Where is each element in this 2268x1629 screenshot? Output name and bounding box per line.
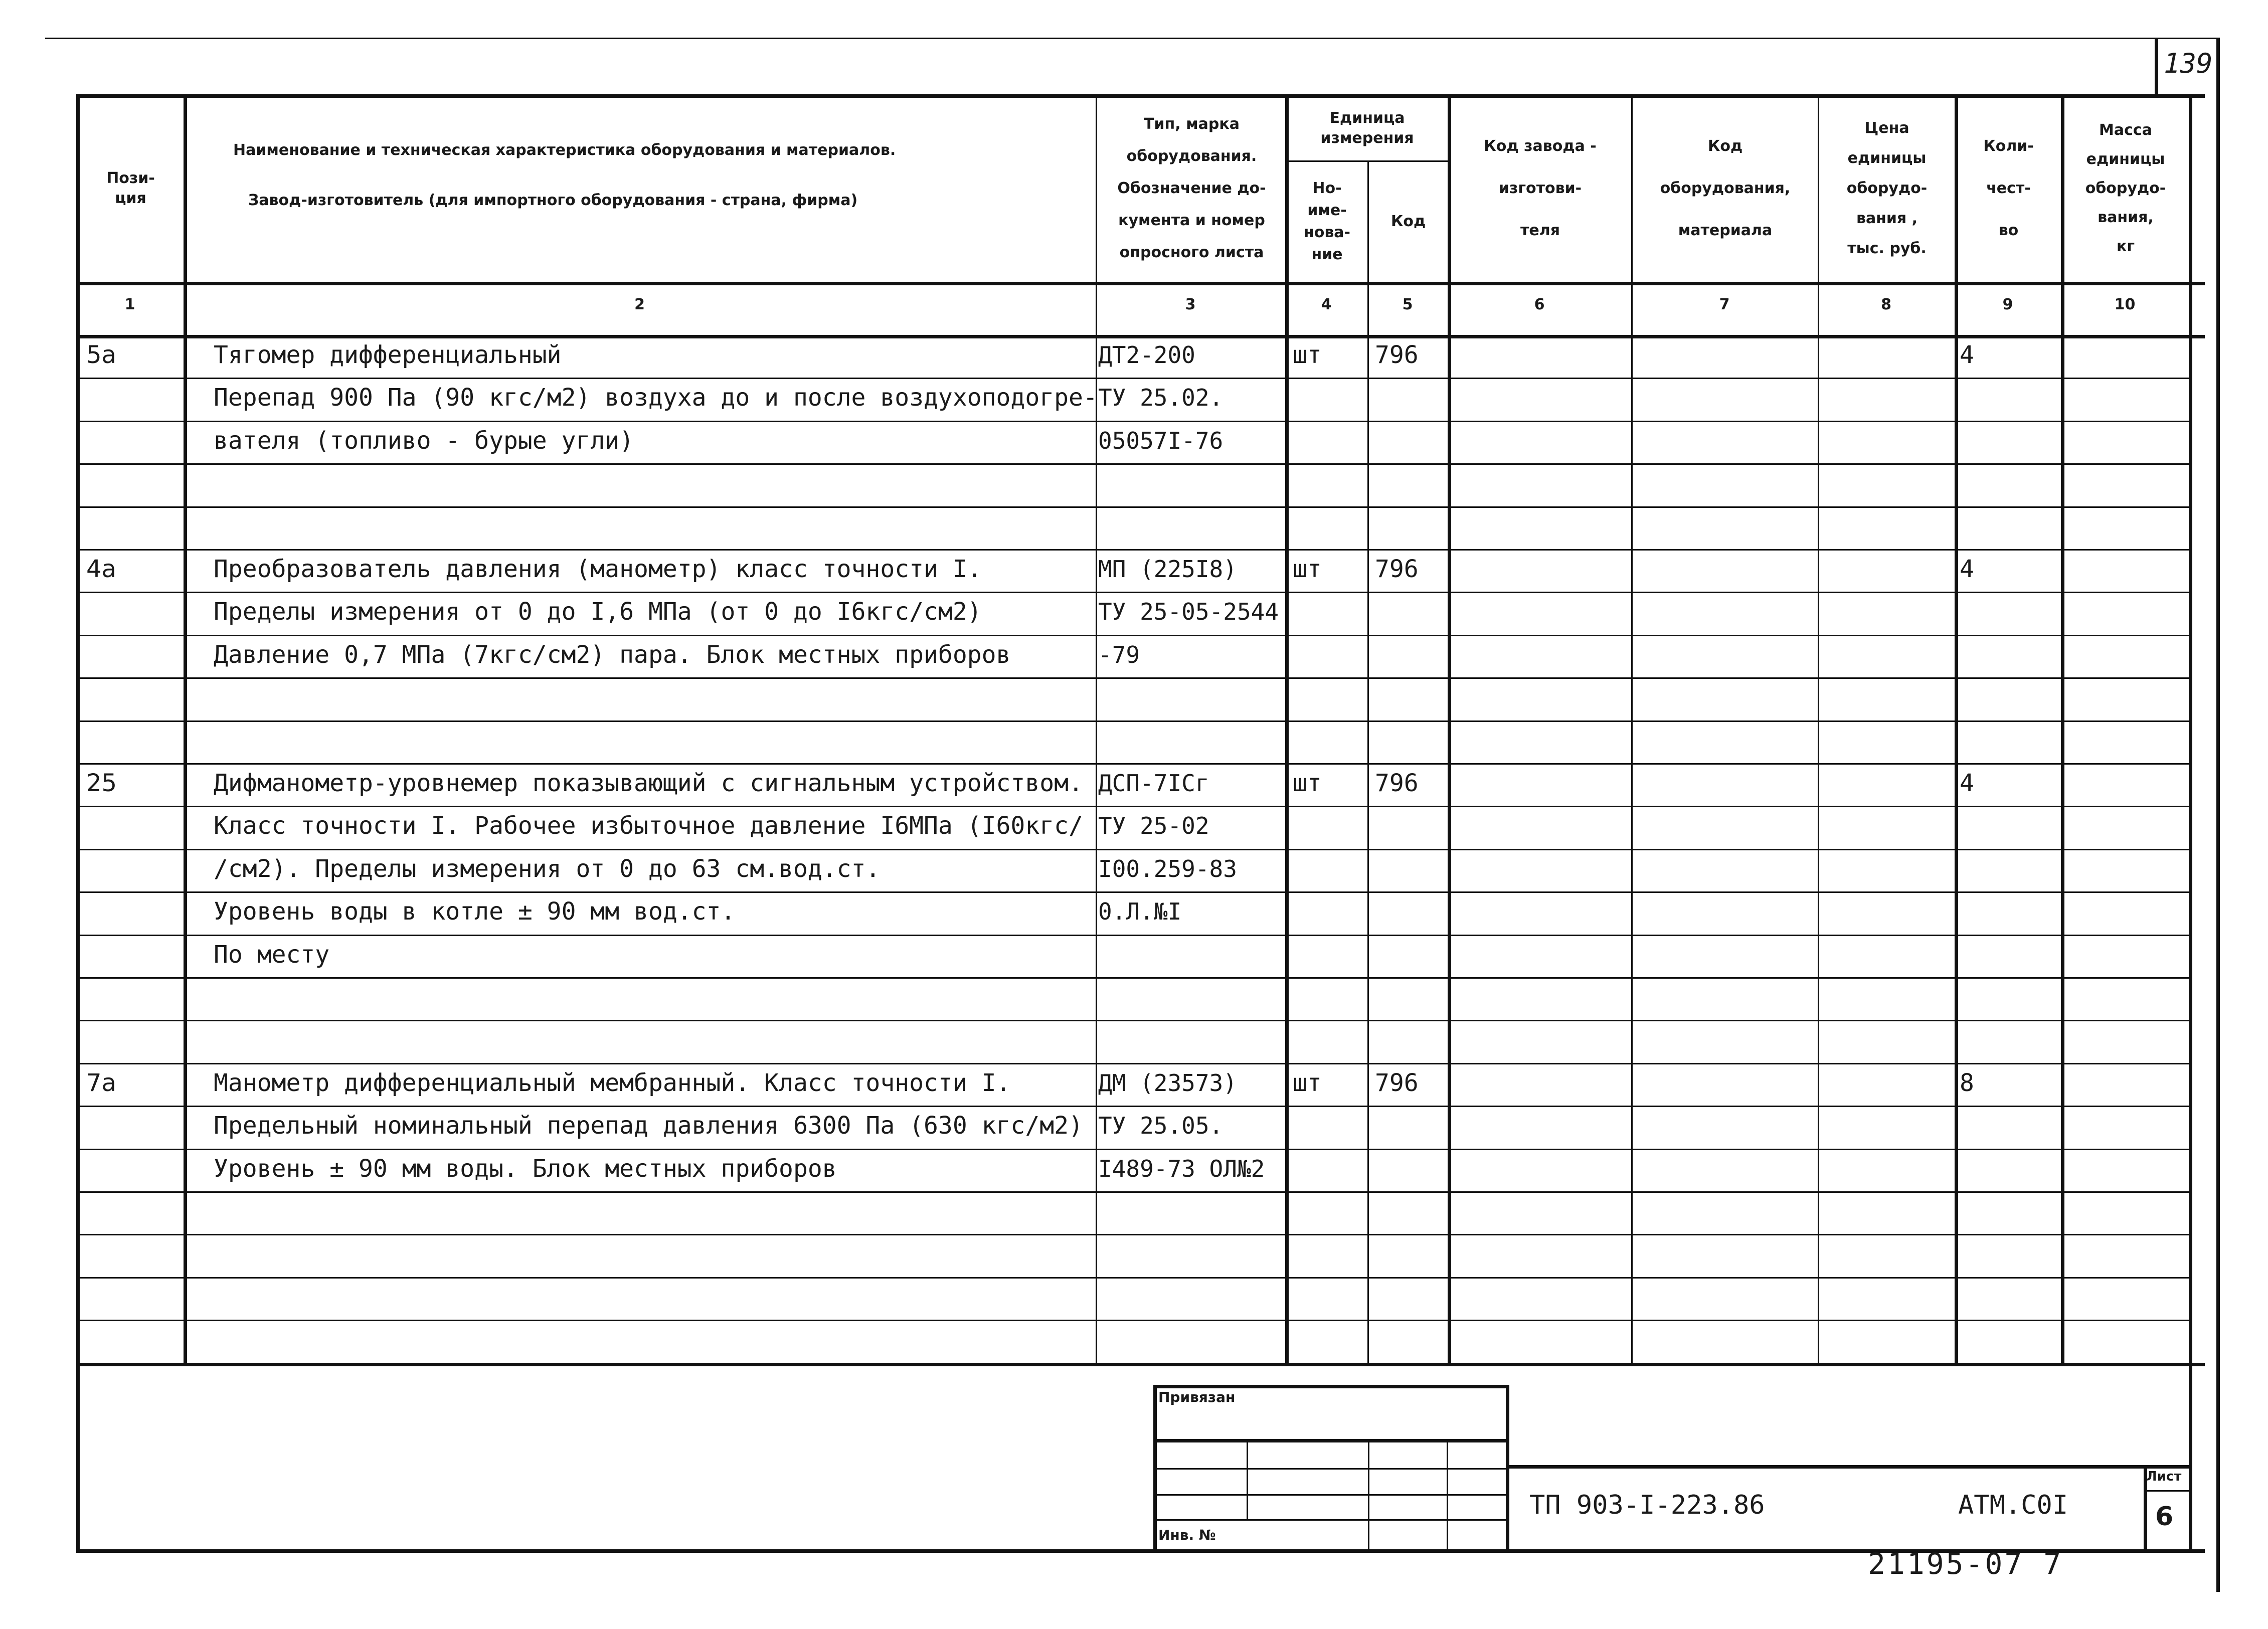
col-line-1 [184, 94, 187, 1363]
row-divider [76, 677, 2189, 679]
top-border-line [45, 38, 2216, 39]
colnum-bottom-border [76, 335, 2205, 338]
row-divider [76, 592, 2189, 593]
list-number: 6 [2155, 1502, 2174, 1532]
stamp-row-3 [1153, 1494, 1506, 1496]
row-divider [76, 378, 2189, 379]
row-type-mark: ТУ 25-02 [1098, 812, 1209, 839]
col-line-8 [1955, 94, 1958, 1363]
header-quantity: Коли- чест- во [1983, 137, 2034, 239]
document-mark: АТМ.С0I [1958, 1490, 2068, 1520]
row-divider [76, 1320, 2189, 1321]
stamp-top [1153, 1385, 1506, 1388]
row-type-mark: ДМ (23573) [1098, 1069, 1237, 1097]
stamp-col-3 [1447, 1439, 1448, 1549]
row-unit: шт [1293, 1069, 1322, 1097]
row-name: Дифманометр-уровнемер показывающий с сигнальным устройством. [214, 769, 1083, 797]
stamp-row-4 [1153, 1519, 1506, 1521]
row-unit-code: 796 [1375, 769, 1419, 797]
title-block-top [1506, 1465, 2189, 1469]
col-line-3 [1285, 94, 1289, 1363]
row-divider [76, 1149, 2189, 1150]
row-divider [76, 421, 2189, 422]
row-quantity: 8 [1960, 1069, 1974, 1097]
row-name: Уровень воды в котле ± 90 мм вод.ст. [214, 897, 736, 926]
row-position: 7а [86, 1069, 116, 1097]
row-type-mark: 0.Л.№I [1098, 898, 1182, 925]
col-line-7 [1818, 94, 1819, 1363]
list-box-divider [2144, 1490, 2189, 1492]
row-name: Давление 0,7 МПа (7кгс/см2) пара. Блок местных приборов [214, 641, 1011, 669]
sheet-number-box-left [2155, 38, 2158, 95]
column-number-1: 1 [124, 296, 135, 313]
row-name: вателя (топливо - бурые угли) [214, 427, 634, 455]
column-number-8: 8 [1881, 296, 1891, 313]
row-unit-code: 796 [1375, 1069, 1419, 1097]
list-label: Лист [2146, 1469, 2182, 1484]
row-position: 5а [86, 341, 116, 369]
row-name: Манометр дифференциальный мембранный. Класс точности I. [214, 1069, 1011, 1097]
bottom-number: 21195-07 7 [1868, 1547, 2063, 1581]
header-unit: Единица измерения [1320, 109, 1414, 147]
row-type-mark: ДТ2-200 [1098, 341, 1195, 369]
column-number-6: 6 [1534, 296, 1545, 313]
row-divider [76, 849, 2189, 850]
row-type-mark: I489-73 ОЛ№2 [1098, 1155, 1265, 1182]
column-number-10: 10 [2114, 296, 2136, 313]
row-quantity: 4 [1960, 341, 1974, 369]
row-divider [76, 463, 2189, 465]
header-type-mark: Тип, марка оборудования. Обозначение до- кумента и номер опросного листа [1117, 115, 1266, 261]
row-divider [76, 1277, 2189, 1279]
row-unit: шт [1293, 341, 1322, 369]
row-position: 4а [86, 555, 116, 583]
document-code: ТП 903-I-223.86 [1529, 1490, 1765, 1520]
row-divider [76, 763, 2189, 765]
row-name: Предельный номинальный перепад давления 6300 Па (630 кгс/м2) [214, 1112, 1083, 1140]
row-unit-code: 796 [1375, 555, 1419, 583]
row-divider [76, 891, 2189, 893]
row-type-mark: ТУ 25.05. [1098, 1112, 1224, 1139]
stamp-col-2 [1368, 1439, 1369, 1549]
row-type-mark: ТУ 25.02. [1098, 384, 1224, 411]
row-divider [76, 935, 2189, 936]
stamp-left [1153, 1385, 1157, 1549]
row-unit-code: 796 [1375, 341, 1419, 369]
row-divider [76, 1106, 2189, 1107]
col-line-5 [1448, 94, 1451, 1363]
sheet-number-box-right [2216, 38, 2220, 1592]
row-name: Класс точности I. Рабочее избыточное давление I6МПа (I60кгс/ [214, 812, 1083, 840]
row-divider [76, 506, 2189, 508]
column-number-3: 3 [1185, 296, 1196, 313]
header-unit-code: Код [1390, 213, 1426, 230]
privyazan-label: Привязан [1158, 1389, 1236, 1405]
header-name-line1: Наименование и техническая характеристика оборудования и материалов. [233, 141, 896, 159]
stamp-row-2 [1153, 1468, 1506, 1470]
row-divider [76, 635, 2189, 636]
column-number-2: 2 [634, 296, 645, 313]
row-type-mark: 05057I-76 [1098, 427, 1224, 454]
col-line-10 [2189, 94, 2192, 1551]
row-divider [76, 1234, 2189, 1235]
row-divider [76, 806, 2189, 807]
row-unit: шт [1293, 769, 1322, 797]
row-name: По месту [214, 941, 330, 969]
row-divider [76, 1020, 2189, 1021]
row-divider [76, 977, 2189, 979]
column-number-5: 5 [1402, 296, 1413, 313]
sheet-number-top: 139 [2164, 48, 2213, 79]
row-type-mark: -79 [1098, 641, 1140, 668]
header-price: Цена единицы оборудо- вания , тыс. руб. [1846, 119, 1928, 257]
row-type-mark: ДСП-7ICг [1098, 770, 1209, 797]
header-equipment-code: Код оборудования, материала [1660, 137, 1791, 239]
row-divider [76, 549, 2189, 551]
row-name: Преобразователь давления (манометр) класс точности I. [214, 555, 982, 583]
row-quantity: 4 [1960, 555, 1974, 583]
column-number-9: 9 [2002, 296, 2013, 313]
row-quantity: 4 [1960, 769, 1974, 797]
header-bottom-border [76, 282, 2205, 285]
row-name: /см2). Пределы измерения от 0 до 63 см.вод.ст. [214, 855, 881, 883]
col-line-6 [1631, 94, 1633, 1363]
table-bottom-border [76, 1363, 2205, 1366]
row-type-mark: ТУ 25-05-2544 [1098, 598, 1279, 625]
row-type-mark: I00.259-83 [1098, 855, 1237, 882]
row-divider [76, 720, 2189, 722]
row-unit: шт [1293, 555, 1322, 583]
column-number-7: 7 [1719, 296, 1730, 313]
header-position: Пози- ция [106, 169, 155, 207]
header-mass: Масса единицы оборудо- вания, кг [2085, 121, 2166, 255]
stamp-col-1 [1247, 1439, 1248, 1519]
col-line-9 [2061, 94, 2064, 1363]
stamp-row-1 [1153, 1439, 1506, 1442]
header-unit-name: Но- име- нова- ние [1303, 179, 1351, 263]
row-name: Уровень ± 90 мм воды. Блок местных приборов [214, 1155, 837, 1183]
column-number-4: 4 [1321, 296, 1332, 313]
col-line-4 [1367, 160, 1369, 1363]
row-name: Тягомер дифференциальный [214, 341, 562, 369]
row-divider [76, 1191, 2189, 1193]
row-name: Перепад 900 Па (90 кгс/м2) воздуха до и после воздухоподогре- [214, 384, 1098, 412]
row-type-mark: МП (225I8) [1098, 556, 1237, 583]
row-divider [76, 1063, 2189, 1064]
inv-no-label: Инв. № [1158, 1527, 1216, 1543]
col-line-2 [1096, 94, 1097, 1363]
header-factory-code: Код завода - изготови- теля [1484, 137, 1597, 239]
header-name-line2: Завод-изготовитель (для импортного оборудования - страна, фирма) [248, 192, 858, 209]
row-position: 25 [86, 769, 117, 797]
row-name: Пределы измерения от 0 до I,6 МПа (от 0 до I6кгс/см2) [214, 598, 982, 626]
